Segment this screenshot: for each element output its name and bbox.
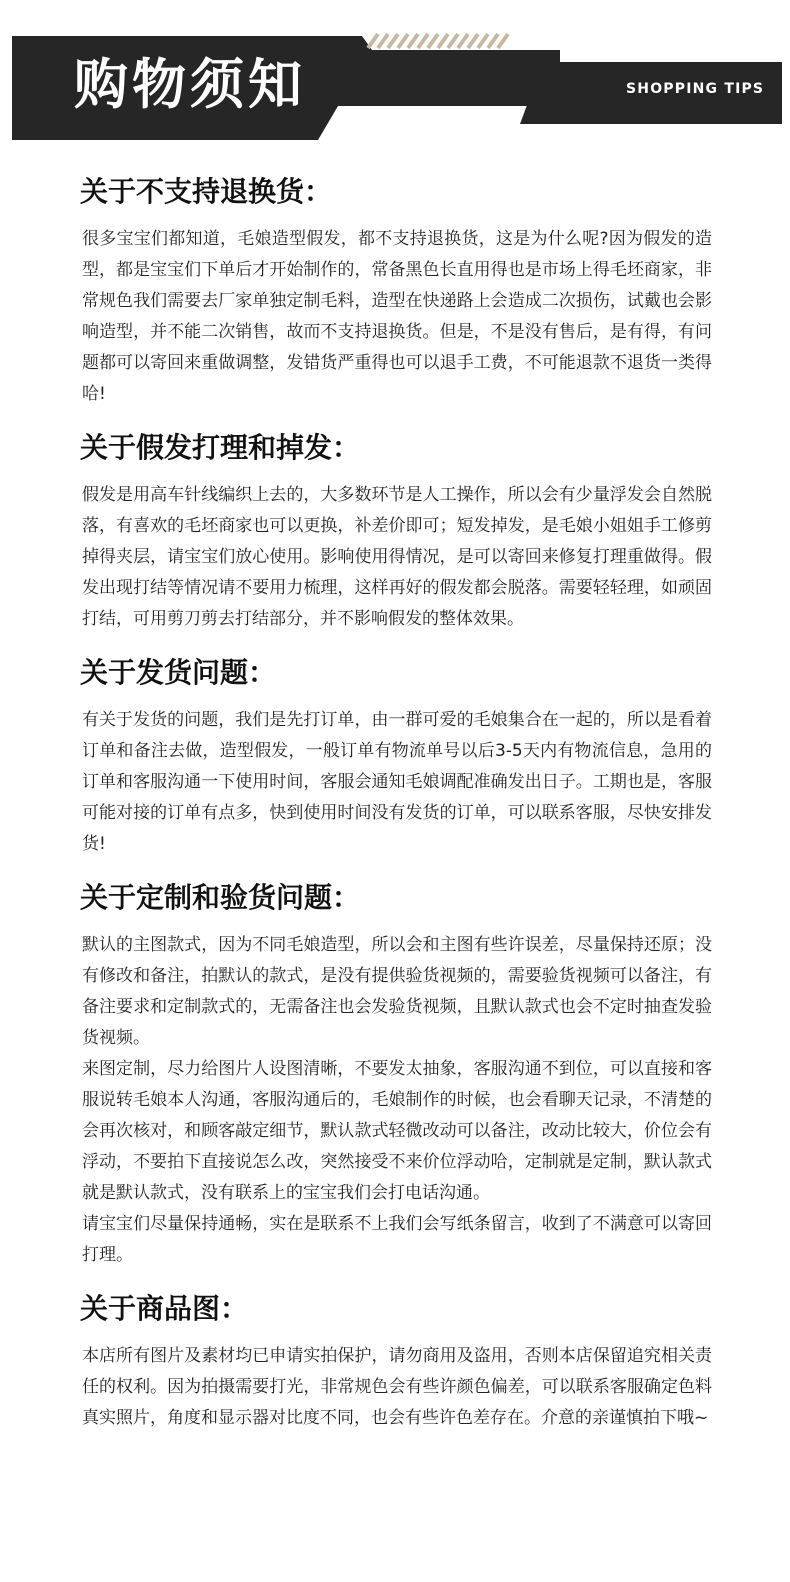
content-body: [82, 168, 712, 1434]
section-title: 关于假发打理和掉发：: [80, 431, 361, 464]
section-paragraph: 有关于发货的问题，我们是先打订单，由一群可爱的毛娘集合在一起的，所以是看着订单和备注去做，造型假发，一般订单有物流单号以后3-5天内有物流信息，急用的订单和客服沟通一下使用时间，客服会通知毛娘调配准确发出日子。工期也是，客服可能对接的订单有点多，快到使用时间没有发货的订单，可以联系客服，尽快安排发货!: [82, 710, 712, 854]
section-title: 关于商品图：: [80, 1292, 249, 1325]
section-product-images: [82, 1285, 712, 1434]
section-shipping: [82, 649, 712, 860]
section-paragraph: 本店所有图片及素材均已申请实拍保护，请勿商用及盗用，否则本店保留追究相关责任的权利。因为拍摄需要打光，非常规色会有些许颜色偏差，可以联系客服确定色料真实照片，角度和显示器对比度不同，也会有些许色差存在。介意的亲谨慎拍下哦~: [82, 1346, 712, 1428]
section-customization: [82, 874, 712, 1271]
section-paragraph: 请宝宝们尽量保持通畅，实在是联系不上我们会写纸条留言，收到了不满意可以寄回打理。: [82, 1214, 712, 1265]
section-paragraph: 很多宝宝们都知道，毛娘造型假发，都不支持退换货，这是为什么呢?因为假发的造型，都是宝宝们下单后才开始制作的，常备黑色长直用得也是市场上得毛坯商家，非常规色我们需要去厂家单独定制毛料，造型在快递路上会造成二次损伤，试戴也会影响造型，并不能二次销售，故而不支持退换货。但是，不是没有售后，是有得，有问题都可以寄回来重做调整，发错货严重得也可以退手工费，不可能退款不退货一类得哈!: [82, 229, 712, 404]
section-title: 关于不支持退换货：: [80, 175, 333, 208]
section-no-returns: [82, 168, 712, 410]
section-paragraph: 来图定制，尽力给图片人设图清晰，不要发太抽象，客服沟通不到位，可以直接和客服说转毛娘本人沟通，客服沟通后的，毛娘制作的时候，也会看聊天记录，不清楚的会再次核对，和顾客敲定细节，默认款式轻微改动可以备注，改动比较大，价位会有浮动，不要拍下直接说怎么改，突然接受不来价位浮动哈，定制就是定制，默认款式就是默认款式，没有联系上的宝宝我们会打电话沟通。: [82, 1059, 712, 1203]
header-banner: [0, 0, 790, 150]
section-title: 关于发货问题：: [80, 656, 277, 689]
section-wig-care: [82, 424, 712, 635]
page-title: 购物须知: [74, 53, 306, 116]
section-paragraph: 默认的主图款式，因为不同毛娘造型，所以会和主图有些许误差，尽量保持还原；没有修改和备注，拍默认的款式，是没有提供验货视频的，需要验货视频可以备注，有备注要求和定制款式的，无需备注也会发验货视频，且默认款式也会不定时抽查发验货视频。: [82, 935, 712, 1048]
section-title: 关于定制和验货问题：: [80, 881, 361, 914]
page-subtitle: SHOPPING TIPS: [626, 81, 765, 97]
section-paragraph: 假发是用高车针线编织上去的，大多数环节是人工操作，所以会有少量浮发会自然脱落，有喜欢的毛坯商家也可以更换，补差价即可；短发掉发，是毛娘小姐姐手工修剪掉得夹层，请宝宝们放心使用。影响使用得情况，是可以寄回来修复打理重做得。假发出现打结等情况请不要用力梳理，这样再好的假发都会脱落。需要轻轻理，如顽固打结，可用剪刀剪去打结部分，并不影响假发的整体效果。: [82, 485, 712, 629]
